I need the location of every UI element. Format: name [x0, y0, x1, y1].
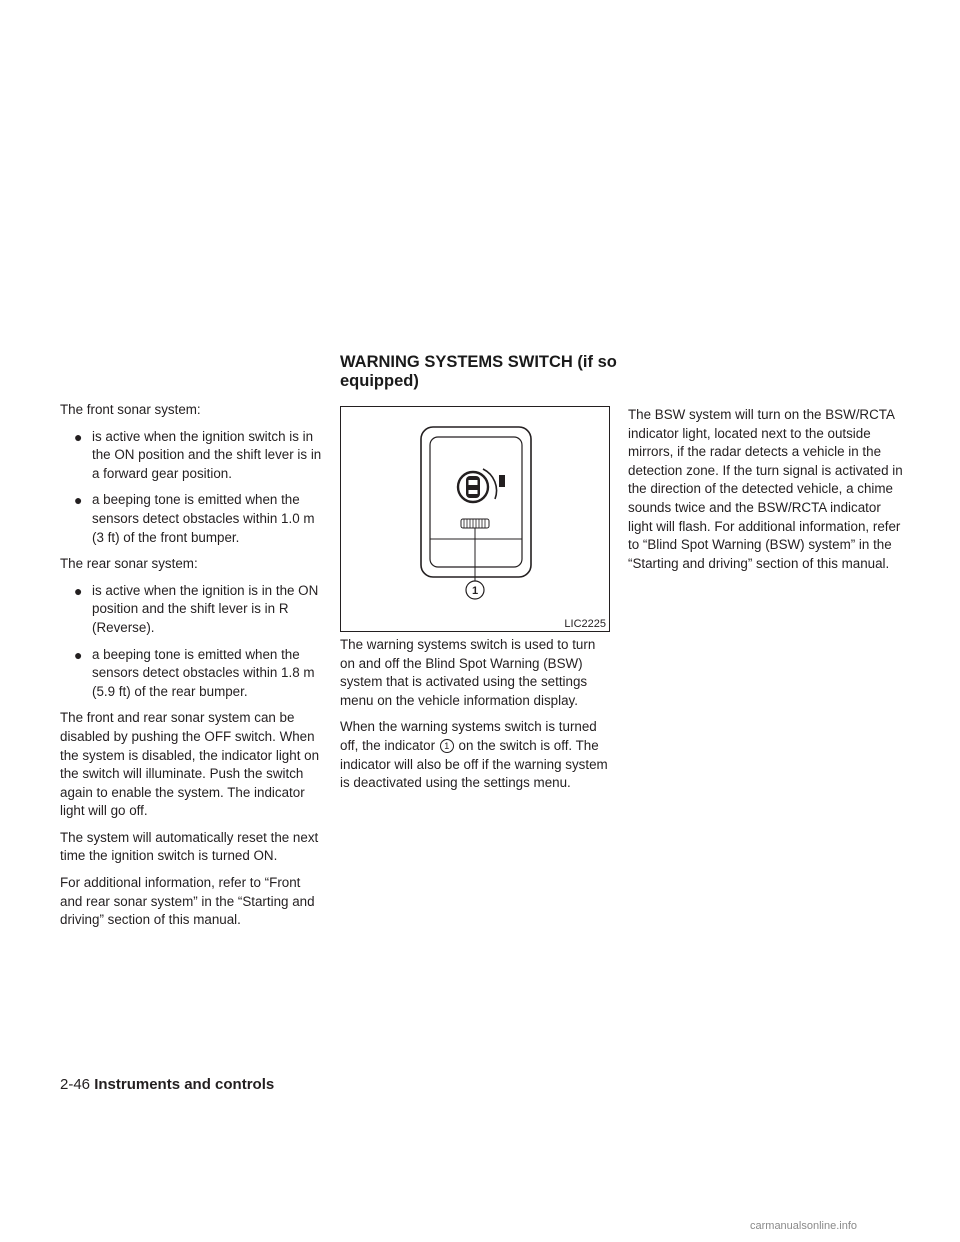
bsw-icon: [458, 469, 505, 502]
bullet-icon: ●: [74, 428, 83, 445]
front-sonar-intro: The front sonar system:: [60, 402, 201, 417]
warning-switch-illustration: [341, 407, 609, 631]
paragraph-indicator: When the warning systems switch is turned off, the indicator 1 on the switch is off. The indicator will also be off if the warning system is deactivated using the settings menu.: [340, 719, 608, 791]
front-sonar-list: [74, 428, 322, 548]
bullet-icon: ●: [74, 582, 83, 599]
list-item: ● a beeping tone is emitted when the sensors detect obstacles within 1.8 m (5.9 ft) of the rear bumper.: [74, 646, 315, 699]
bullet-icon: ●: [74, 492, 83, 509]
section-title: Instruments and controls: [94, 1076, 275, 1093]
section-heading: WARNING SYSTEMS SWITCH (if so equipped): [340, 353, 617, 390]
page-number: 2-46: [60, 1076, 91, 1093]
column-left: [60, 401, 322, 938]
rear-sonar-intro: The rear sonar system:: [60, 556, 198, 572]
paragraph: For additional information, refer to “Front and rear sonar system” in the “Starting and driving” section of this manual.: [60, 875, 315, 928]
list-item: ● a beeping tone is emitted when the sensors detect obstacles within 1.0 m (3 ft) of the front bumper.: [74, 492, 315, 545]
paragraph: The warning systems switch is used to turn on and off the Blind Spot Warning (BSW) system that is activated using the settings menu on the vehicle information display.: [340, 637, 596, 708]
indicator-light: [461, 519, 489, 528]
figure-code: LIC2225: [564, 618, 606, 630]
column-right: [628, 406, 904, 581]
paragraph: The system will automatically reset the next time the ignition switch is turned ON.: [60, 829, 319, 864]
paragraph: The BSW system will turn on the BSW/RCTA indicator light, located next to the outside mirrors, if the radar detects a vehicle in the detection zone. If the turn signal is activated in the direction of the detected vehicle, a chime sounds twice and the BSW/RCTA indicator light will flash. For additional information, refer to “Blind Spot Warning (BSW) system” in the “Starting and driving” section of this manual.: [628, 407, 903, 571]
switch-figure: [340, 406, 610, 632]
list-item: ● is active when the ignition is in the ON position and the shift lever is in R (Reverse).: [74, 582, 319, 635]
rear-sonar-list: [74, 582, 322, 702]
column-middle: [340, 636, 611, 801]
page-footer: [60, 1075, 274, 1095]
bullet-icon: ●: [74, 646, 83, 663]
callout-marker-icon: 1: [440, 739, 454, 753]
paragraph: The front and rear sonar system can be disabled by pushing the OFF switch. When the system is disabled, the indicator light on the switch will illuminate. Push the switch again to enable the system. The indicator light will go off.: [60, 710, 320, 819]
list-item: ● is active when the ignition switch is in the ON position and the shift lever is in a forward gear position.: [74, 428, 322, 481]
figure-callout-number: 1: [471, 585, 479, 597]
watermark: carmanualsonline.info: [750, 1220, 858, 1232]
